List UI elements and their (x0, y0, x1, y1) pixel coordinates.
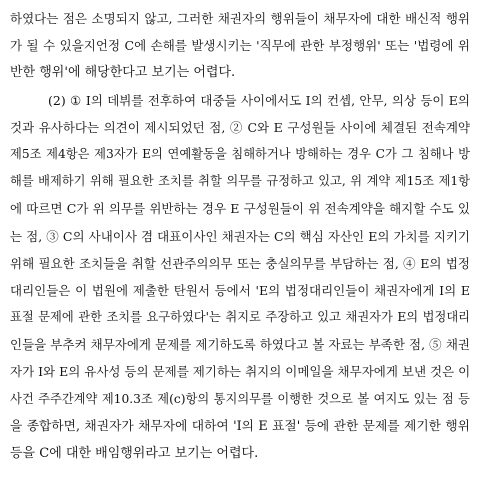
text-line: 반한 행위'에 해당한다고 보기는 어렵다. (10, 65, 236, 81)
text-line: 사건 주주간계약 제10.3조 제(c)항의 통지의무를 이행한 것으로 볼 여지도 있는 점 등 (10, 391, 470, 406)
text-line: 을 종합하면, 채권자가 채무자에 대하여 'I의 E 표절' 등에 관한 문제를 제기한 행위 (10, 418, 470, 434)
text-line: 해를 배제하기 위해 필요한 조치를 취할 의무를 규정하고 있고, 위 계약 제15조 제1항 (10, 174, 470, 189)
paragraph-1 (10, 5, 470, 87)
text-line: 는 점, ③ C의 사내이사 겸 대표이사인 채권자는 C의 핵심 자산인 E의 가치를 지키기 (10, 228, 470, 244)
text-line: 등을 C에 대한 배임행위라고 보기는 어렵다. (10, 446, 259, 461)
text-line: 자가 I와 E의 유사성 등의 문제를 제기하는 취지의 이메일을 채무자에게 보낸 것은 이 (10, 364, 470, 380)
text-line: 가 될 수 있을지언정 C에 손해를 발생시키는 '직무에 관한 부정행위' 또는 '법령에 위 (10, 38, 470, 54)
text-line: 인들을 부추켜 채무자에게 문제를 제기하도록 하였다고 볼 자료는 부족한 점, ⑤ 채권 (10, 337, 470, 353)
paragraph-2 (10, 87, 470, 468)
text-line: 위해 필요한 조치들을 취할 선관주의의무 또는 충실의무를 부담하는 점, ④ E의 법정 (10, 255, 470, 271)
text-line: 것과 유사하다는 의견이 제시되었던 점, ② C와 E 구성원들 사이에 체결된 전속계약 (10, 119, 470, 135)
text-line: 제5조 제4항은 제3자가 E의 연예활동을 침해하거나 방해하는 경우 C가 그 침해나 방 (10, 146, 470, 161)
text-line: 대리인들은 이 법원에 제출한 탄원서 등에서 'E의 법정대리인들이 채권자에게 I의 E (10, 282, 470, 298)
text-line: (2) ① I의 데뷔를 전후하여 대중들 사이에서도 I의 컨셉, 안무, 의상 등이 E의 (48, 92, 470, 108)
text-line: 표절 문제에 관한 조치를 요구하였다'는 취지로 주장하고 있고 채권자가 E의 법정대리 (10, 310, 470, 325)
text-line: 하였다는 점은 소명되지 않고, 그러한 채권자의 행위들이 채무자에 대한 배신적 행위 (10, 11, 470, 26)
text-line: 에 따르면 C가 위 의무를 위반하는 경우 E 구성원들이 위 전속계약을 해지할 수도 있 (10, 201, 470, 217)
